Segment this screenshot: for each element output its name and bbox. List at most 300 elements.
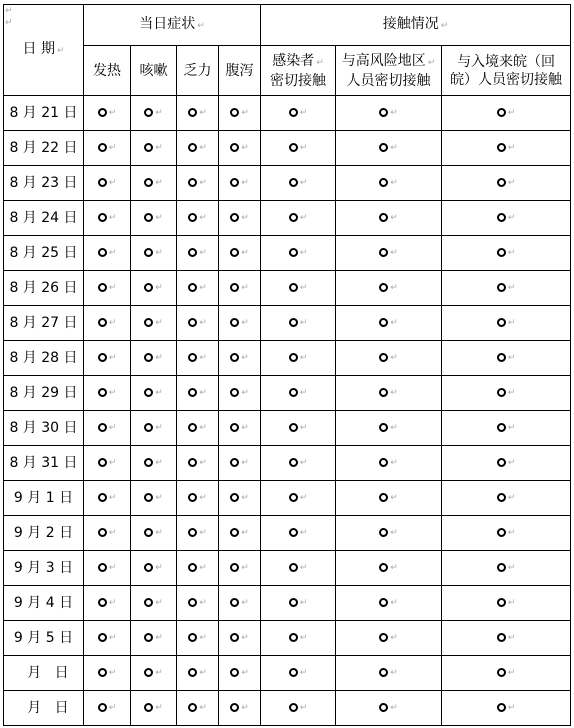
checkbox-cell[interactable] [84, 166, 131, 201]
ring-checkbox-icon[interactable] [379, 213, 388, 222]
ring-checkbox-icon[interactable] [379, 633, 388, 642]
ring-checkbox-icon[interactable] [230, 493, 239, 502]
paragraph-mark-icon: ↵ [390, 562, 398, 573]
ring-checkbox-icon[interactable] [379, 248, 388, 257]
ring-checkbox-icon[interactable] [289, 248, 298, 257]
checkbox-cell[interactable] [131, 376, 177, 411]
ring-checkbox-icon[interactable] [289, 353, 298, 362]
checkbox-cell[interactable] [84, 516, 131, 551]
ring-checkbox-icon[interactable] [497, 563, 506, 572]
ring-checkbox-icon[interactable] [289, 563, 298, 572]
checkbox-cell[interactable] [84, 131, 131, 166]
ring-checkbox-icon[interactable] [144, 178, 153, 187]
ring-checkbox-icon[interactable] [98, 703, 107, 712]
checkbox-cell[interactable] [131, 131, 177, 166]
paragraph-mark-icon: ↵ [108, 527, 117, 538]
checkbox-cell[interactable] [442, 376, 571, 411]
ring-checkbox-icon[interactable] [289, 108, 298, 117]
paragraph-mark-icon: ↵ [108, 247, 117, 258]
paragraph-mark-icon: ↵ [108, 702, 117, 713]
checkbox-cell[interactable] [219, 96, 261, 131]
ring-checkbox-icon[interactable] [230, 318, 239, 327]
ring-checkbox-icon[interactable] [497, 248, 506, 257]
paragraph-mark-icon: ↵ [155, 212, 163, 223]
ring-checkbox-icon[interactable] [98, 598, 107, 607]
ring-checkbox-icon[interactable] [379, 458, 388, 467]
ring-checkbox-icon[interactable] [188, 423, 197, 432]
checkbox-cell[interactable] [442, 96, 571, 131]
checkbox-cell[interactable] [84, 236, 131, 271]
checkbox-cell[interactable] [131, 166, 177, 201]
ring-checkbox-icon[interactable] [289, 458, 298, 467]
checkbox-cell[interactable] [131, 96, 177, 131]
ring-checkbox-icon[interactable] [98, 318, 107, 327]
ring-checkbox-icon[interactable] [230, 598, 239, 607]
ring-checkbox-icon[interactable] [188, 458, 197, 467]
ring-checkbox-icon[interactable] [289, 598, 298, 607]
ring-checkbox-icon[interactable] [188, 598, 197, 607]
ring-checkbox-icon[interactable] [188, 563, 197, 572]
ring-checkbox-icon[interactable] [98, 493, 107, 502]
ring-checkbox-icon[interactable] [497, 528, 506, 537]
checkbox-cell[interactable] [261, 306, 336, 341]
ring-checkbox-icon[interactable] [289, 528, 298, 537]
ring-checkbox-icon[interactable] [289, 633, 298, 642]
ring-checkbox-icon[interactable] [188, 283, 197, 292]
ring-checkbox-icon[interactable] [497, 598, 506, 607]
checkbox-cell[interactable] [261, 516, 336, 551]
checkbox-cell[interactable] [177, 516, 219, 551]
checkbox-cell[interactable] [84, 306, 131, 341]
contact-label-line1: 感染者 [272, 52, 315, 69]
ring-checkbox-icon[interactable] [144, 668, 153, 677]
ring-checkbox-icon[interactable] [289, 703, 298, 712]
checkbox-cell[interactable] [177, 446, 219, 481]
ring-checkbox-icon[interactable] [289, 178, 298, 187]
date-cell [4, 481, 84, 516]
ring-checkbox-icon[interactable] [98, 248, 107, 257]
checkbox-cell[interactable] [177, 411, 219, 446]
checkbox-cell[interactable] [131, 551, 177, 586]
checkbox-cell[interactable] [131, 621, 177, 656]
symptom-label: 乏力 [183, 62, 212, 79]
ring-checkbox-icon[interactable] [289, 283, 298, 292]
ring-checkbox-icon[interactable] [379, 668, 388, 677]
ring-checkbox-icon[interactable] [144, 213, 153, 222]
checkbox-cell[interactable] [131, 586, 177, 621]
ring-checkbox-icon[interactable] [144, 143, 153, 152]
checkbox-cell[interactable] [336, 271, 442, 306]
checkbox-cell[interactable] [336, 446, 442, 481]
ring-checkbox-icon[interactable] [497, 283, 506, 292]
ring-checkbox-icon[interactable] [144, 633, 153, 642]
paragraph-mark-icon: ↵ [241, 387, 249, 398]
checkbox-cell[interactable] [84, 271, 131, 306]
ring-checkbox-icon[interactable] [497, 668, 506, 677]
checkbox-cell[interactable] [336, 236, 442, 271]
checkbox-cell[interactable] [177, 481, 219, 516]
checkbox-cell[interactable] [442, 236, 571, 271]
ring-checkbox-icon[interactable] [497, 143, 506, 152]
checkbox-cell[interactable] [219, 376, 261, 411]
ring-checkbox-icon[interactable] [144, 353, 153, 362]
date-cell [4, 341, 84, 376]
checkbox-cell[interactable] [177, 271, 219, 306]
ring-checkbox-icon[interactable] [379, 178, 388, 187]
checkbox-cell[interactable] [261, 166, 336, 201]
checkbox-cell[interactable] [442, 411, 571, 446]
checkbox-cell[interactable] [84, 656, 131, 691]
ring-checkbox-icon[interactable] [497, 423, 506, 432]
ring-checkbox-icon[interactable] [188, 493, 197, 502]
checkbox-cell[interactable] [84, 376, 131, 411]
ring-checkbox-icon[interactable] [188, 388, 197, 397]
checkbox-cell[interactable] [261, 411, 336, 446]
ring-checkbox-icon[interactable] [230, 178, 239, 187]
ring-checkbox-icon[interactable] [230, 388, 239, 397]
ring-checkbox-icon[interactable] [188, 668, 197, 677]
ring-checkbox-icon[interactable] [188, 248, 197, 257]
table-row [4, 691, 571, 726]
checkbox-cell[interactable] [442, 201, 571, 236]
ring-checkbox-icon[interactable] [497, 633, 506, 642]
table-row [4, 306, 571, 341]
ring-checkbox-icon[interactable] [144, 318, 153, 327]
ring-checkbox-icon[interactable] [144, 248, 153, 257]
checkbox-cell[interactable] [336, 341, 442, 376]
checkbox-cell[interactable] [336, 306, 442, 341]
ring-checkbox-icon[interactable] [144, 493, 153, 502]
checkbox-cell[interactable] [84, 551, 131, 586]
ring-checkbox-icon[interactable] [379, 598, 388, 607]
checkbox-cell[interactable] [219, 621, 261, 656]
paragraph-mark-icon: ↵ [108, 597, 117, 608]
checkbox-cell[interactable] [442, 131, 571, 166]
checkbox-cell[interactable] [219, 236, 261, 271]
ring-checkbox-icon[interactable] [230, 213, 239, 222]
checkbox-cell[interactable] [177, 551, 219, 586]
checkbox-cell[interactable] [261, 236, 336, 271]
checkbox-cell[interactable] [131, 656, 177, 691]
checkbox-cell[interactable] [84, 411, 131, 446]
paragraph-mark-icon: ↵ [299, 597, 308, 608]
checkbox-cell[interactable] [131, 236, 177, 271]
checkbox-cell[interactable] [336, 551, 442, 586]
checkbox-cell[interactable] [219, 551, 261, 586]
checkbox-cell[interactable] [131, 516, 177, 551]
paragraph-mark-icon: ↵ [199, 597, 207, 608]
ring-checkbox-icon[interactable] [98, 283, 107, 292]
checkbox-cell[interactable] [442, 166, 571, 201]
checkbox-cell[interactable] [442, 621, 571, 656]
checkbox-cell[interactable] [336, 376, 442, 411]
ring-checkbox-icon[interactable] [98, 633, 107, 642]
ring-checkbox-icon[interactable] [379, 388, 388, 397]
ring-checkbox-icon[interactable] [230, 248, 239, 257]
date-label: 9 月 4 日 [13, 595, 74, 611]
checkbox-cell[interactable] [177, 131, 219, 166]
checkbox-cell[interactable] [177, 656, 219, 691]
checkbox-cell[interactable] [336, 691, 442, 726]
paragraph-mark-icon: ↵ [299, 562, 308, 573]
ring-checkbox-icon[interactable] [379, 283, 388, 292]
ring-checkbox-icon[interactable] [497, 458, 506, 467]
ring-checkbox-icon[interactable] [144, 528, 153, 537]
ring-checkbox-icon[interactable] [289, 318, 298, 327]
checkbox-cell[interactable] [442, 271, 571, 306]
paragraph-mark-icon: ↵ [199, 457, 207, 468]
ring-checkbox-icon[interactable] [98, 458, 107, 467]
ring-checkbox-icon[interactable] [289, 143, 298, 152]
checkbox-cell[interactable] [177, 691, 219, 726]
table-row [4, 481, 571, 516]
ring-checkbox-icon[interactable] [188, 178, 197, 187]
checkbox-cell[interactable] [336, 131, 442, 166]
checkbox-cell[interactable] [177, 96, 219, 131]
checkbox-cell[interactable] [336, 411, 442, 446]
checkbox-cell[interactable] [261, 446, 336, 481]
checkbox-cell[interactable] [131, 306, 177, 341]
ring-checkbox-icon[interactable] [379, 108, 388, 117]
ring-checkbox-icon[interactable] [497, 353, 506, 362]
date-label: 8 月 31 日 [9, 455, 78, 471]
checkbox-cell[interactable] [336, 516, 442, 551]
ring-checkbox-icon[interactable] [497, 178, 506, 187]
ring-checkbox-icon[interactable] [230, 353, 239, 362]
checkbox-cell[interactable] [131, 691, 177, 726]
checkbox-cell[interactable] [84, 586, 131, 621]
ring-checkbox-icon[interactable] [144, 563, 153, 572]
checkbox-cell[interactable] [131, 271, 177, 306]
checkbox-cell[interactable] [131, 341, 177, 376]
ring-checkbox-icon[interactable] [497, 108, 506, 117]
ring-checkbox-icon[interactable] [188, 318, 197, 327]
checkbox-cell[interactable] [261, 656, 336, 691]
ring-checkbox-icon[interactable] [188, 213, 197, 222]
checkbox-cell[interactable] [131, 481, 177, 516]
checkbox-cell[interactable] [442, 481, 571, 516]
checkbox-cell[interactable] [442, 586, 571, 621]
date-cell [4, 516, 84, 551]
checkbox-cell[interactable] [219, 341, 261, 376]
ring-checkbox-icon[interactable] [188, 143, 197, 152]
checkbox-cell[interactable] [84, 481, 131, 516]
ring-checkbox-icon[interactable] [144, 283, 153, 292]
paragraph-mark-icon: ↵ [299, 352, 308, 363]
paragraph-mark-icon: ↵ [108, 387, 117, 398]
ring-checkbox-icon[interactable] [379, 423, 388, 432]
ring-checkbox-icon[interactable] [98, 423, 107, 432]
ring-checkbox-icon[interactable] [98, 388, 107, 397]
ring-checkbox-icon[interactable] [144, 423, 153, 432]
checkbox-cell[interactable] [442, 446, 571, 481]
ring-checkbox-icon[interactable] [230, 283, 239, 292]
checkbox-cell[interactable] [177, 236, 219, 271]
checkbox-cell[interactable] [442, 341, 571, 376]
checkbox-cell[interactable] [84, 96, 131, 131]
checkbox-cell[interactable] [442, 551, 571, 586]
checkbox-cell[interactable] [219, 446, 261, 481]
ring-checkbox-icon[interactable] [230, 563, 239, 572]
ring-checkbox-icon[interactable] [230, 668, 239, 677]
ring-checkbox-icon[interactable] [379, 353, 388, 362]
ring-checkbox-icon[interactable] [289, 493, 298, 502]
table-row [4, 201, 571, 236]
paragraph-mark-icon: ↵ [507, 142, 516, 153]
paragraph-mark-icon: ↵ [390, 667, 398, 678]
checkbox-cell[interactable] [219, 656, 261, 691]
checkbox-cell[interactable] [131, 411, 177, 446]
checkbox-cell[interactable] [219, 516, 261, 551]
ring-checkbox-icon[interactable] [98, 213, 107, 222]
checkbox-cell[interactable] [177, 306, 219, 341]
checkbox-cell[interactable] [177, 166, 219, 201]
ring-checkbox-icon[interactable] [98, 668, 107, 677]
paragraph-mark-icon: ↵ [155, 492, 163, 503]
checkbox-cell[interactable] [261, 201, 336, 236]
paragraph-mark-icon: ↵ [155, 597, 163, 608]
ring-checkbox-icon[interactable] [497, 388, 506, 397]
checkbox-cell[interactable] [442, 516, 571, 551]
ring-checkbox-icon[interactable] [230, 458, 239, 467]
checkbox-cell[interactable] [261, 96, 336, 131]
checkbox-cell[interactable] [442, 691, 571, 726]
ring-checkbox-icon[interactable] [144, 108, 153, 117]
paragraph-mark-icon: ↵ [155, 632, 163, 643]
checkbox-cell[interactable] [261, 586, 336, 621]
ring-checkbox-icon[interactable] [289, 213, 298, 222]
checkbox-cell[interactable] [177, 586, 219, 621]
checkbox-cell[interactable] [261, 341, 336, 376]
checkbox-cell[interactable] [261, 271, 336, 306]
ring-checkbox-icon[interactable] [230, 633, 239, 642]
symptoms-group-label: 当日症状 [139, 16, 196, 32]
checkbox-cell[interactable] [177, 201, 219, 236]
checkbox-cell[interactable] [336, 96, 442, 131]
ring-checkbox-icon[interactable] [497, 213, 506, 222]
date-label: 8 月 22 日 [9, 140, 78, 156]
ring-checkbox-icon[interactable] [98, 143, 107, 152]
ring-checkbox-icon[interactable] [98, 528, 107, 537]
ring-checkbox-icon[interactable] [289, 423, 298, 432]
ring-checkbox-icon[interactable] [144, 388, 153, 397]
checkbox-cell[interactable] [442, 656, 571, 691]
ring-checkbox-icon[interactable] [144, 703, 153, 712]
ring-checkbox-icon[interactable] [497, 703, 506, 712]
ring-checkbox-icon[interactable] [379, 143, 388, 152]
checkbox-cell[interactable] [219, 201, 261, 236]
checkbox-cell[interactable] [336, 621, 442, 656]
table-row [4, 271, 571, 306]
ring-checkbox-icon[interactable] [98, 353, 107, 362]
ring-checkbox-icon[interactable] [379, 528, 388, 537]
checkbox-cell[interactable] [336, 586, 442, 621]
ring-checkbox-icon[interactable] [289, 388, 298, 397]
checkbox-cell[interactable] [84, 621, 131, 656]
checkbox-cell[interactable] [336, 166, 442, 201]
checkbox-cell[interactable] [219, 481, 261, 516]
checkbox-cell[interactable] [261, 131, 336, 166]
ring-checkbox-icon[interactable] [188, 353, 197, 362]
checkbox-cell[interactable] [177, 376, 219, 411]
ring-checkbox-icon[interactable] [230, 108, 239, 117]
date-cell [4, 236, 84, 271]
checkbox-cell[interactable] [131, 446, 177, 481]
paragraph-mark-icon: ↵ [390, 597, 398, 608]
paragraph-mark-icon: ↵ [199, 562, 207, 573]
table-row [4, 376, 571, 411]
ring-checkbox-icon[interactable] [230, 423, 239, 432]
paragraph-mark-icon: ↵ [390, 177, 398, 188]
checkbox-cell[interactable] [177, 341, 219, 376]
ring-checkbox-icon[interactable] [379, 703, 388, 712]
paragraph-mark-icon: ↵ [155, 142, 163, 153]
checkbox-cell[interactable] [442, 306, 571, 341]
paragraph-mark-icon: ↵ [241, 177, 249, 188]
paragraph-mark-icon: ↵ [299, 492, 308, 503]
paragraph-mark-icon: ↵ [241, 457, 249, 468]
checkbox-cell[interactable] [261, 481, 336, 516]
ring-checkbox-icon[interactable] [144, 458, 153, 467]
paragraph-mark-icon: ↵ [199, 352, 207, 363]
ring-checkbox-icon[interactable] [230, 143, 239, 152]
ring-checkbox-icon[interactable] [98, 108, 107, 117]
checkbox-cell[interactable] [219, 691, 261, 726]
ring-checkbox-icon[interactable] [98, 178, 107, 187]
checkbox-cell[interactable] [336, 656, 442, 691]
table-row [4, 411, 571, 446]
ring-checkbox-icon[interactable] [379, 493, 388, 502]
ring-checkbox-icon[interactable] [230, 528, 239, 537]
checkbox-cell[interactable] [131, 201, 177, 236]
checkbox-cell[interactable] [219, 131, 261, 166]
ring-checkbox-icon[interactable] [188, 703, 197, 712]
ring-checkbox-icon[interactable] [289, 668, 298, 677]
ring-checkbox-icon[interactable] [497, 318, 506, 327]
checkbox-cell[interactable] [84, 341, 131, 376]
paragraph-mark-icon: ↵ [199, 667, 207, 678]
checkbox-cell[interactable] [84, 446, 131, 481]
ring-checkbox-icon[interactable] [144, 598, 153, 607]
checkbox-cell[interactable] [177, 621, 219, 656]
checkbox-cell[interactable] [261, 551, 336, 586]
ring-checkbox-icon[interactable] [497, 493, 506, 502]
checkbox-cell[interactable] [84, 691, 131, 726]
paragraph-mark-icon: ↵ [155, 457, 163, 468]
paragraph-mark-icon: ↵ [241, 632, 249, 643]
ring-checkbox-icon[interactable] [98, 563, 107, 572]
ring-checkbox-icon[interactable] [379, 318, 388, 327]
checkbox-cell[interactable] [261, 621, 336, 656]
ring-checkbox-icon[interactable] [230, 703, 239, 712]
checkbox-cell[interactable] [261, 691, 336, 726]
checkbox-cell[interactable] [336, 201, 442, 236]
header-row-group [4, 5, 571, 46]
checkbox-cell[interactable] [219, 586, 261, 621]
symptom-label: 咳嗽 [139, 62, 168, 79]
checkbox-cell[interactable] [219, 411, 261, 446]
checkbox-cell[interactable] [336, 481, 442, 516]
ring-checkbox-icon[interactable] [188, 633, 197, 642]
checkbox-cell[interactable] [84, 201, 131, 236]
checkbox-cell[interactable] [219, 166, 261, 201]
checkbox-cell[interactable] [219, 306, 261, 341]
checkbox-cell[interactable] [219, 271, 261, 306]
ring-checkbox-icon[interactable] [379, 563, 388, 572]
checkbox-cell[interactable] [261, 376, 336, 411]
ring-checkbox-icon[interactable] [188, 528, 197, 537]
ring-checkbox-icon[interactable] [188, 108, 197, 117]
